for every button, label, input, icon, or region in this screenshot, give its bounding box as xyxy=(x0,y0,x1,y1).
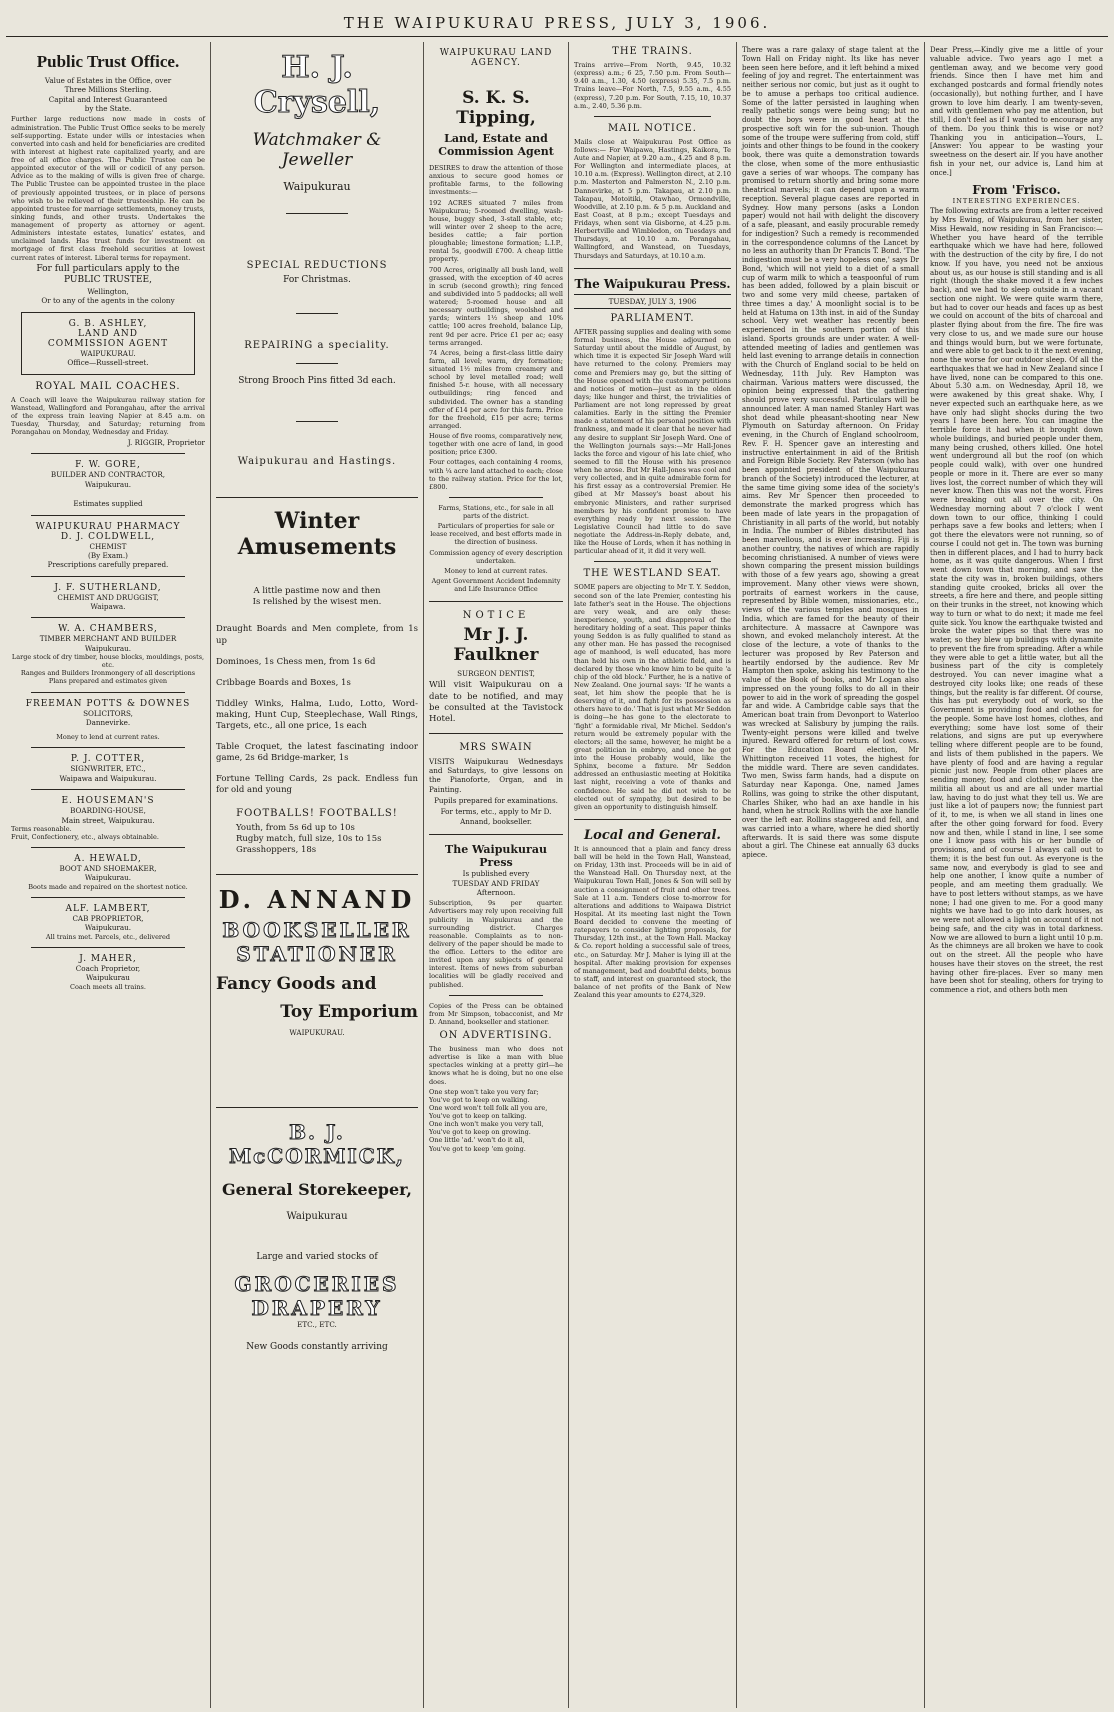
winter-item-5: Fortune Telling Cards, 2s pack. Endless fun for old and young xyxy=(216,773,418,795)
divider xyxy=(31,747,185,748)
pt-full: For full particulars apply to the xyxy=(36,263,180,274)
pharmacy-2: CHEMIST xyxy=(89,541,127,551)
column-4 xyxy=(569,42,737,1708)
chambers-3: Large stock of dry timber, house blocks, mouldings, posts, etc. xyxy=(11,653,205,670)
chambers-0: W. A. CHAMBERS, xyxy=(58,624,158,635)
cotter-2: Waipawa and Waipukurau. xyxy=(59,773,157,783)
pharmacy-0: WAIPUKURAU PHARMACY xyxy=(35,521,181,532)
ashley-0: G. B. ASHLEY, xyxy=(68,318,148,329)
notice-title: NOTICE xyxy=(462,610,530,622)
poem-3: You've got to keep on talking. xyxy=(429,1112,527,1121)
letter-body: Dear Press,—Kindly give me a little of your valuable advice. Two years ago I met a gentleman away, and we become very good friends. Since then I have met him and exchanged postcards and formal friendly notes (occasionally), but nothing further, and I have grown to love him dearly. I am twenty-seven, and with gentlemen who pay me attention, but still, I don't feel as if I wanted to encourage any of them. Do you think this is wise or not? Thanking you in anticipation—Yours, L. [Answer: You appear to be wasting your sweetness on the desert air. If you have another fish in your net, our advice is, Land him at once.] xyxy=(930,46,1103,177)
divider xyxy=(449,995,543,996)
column-6 xyxy=(925,42,1108,1708)
cotter-1: SIGNWRITER, ETC., xyxy=(70,764,146,774)
crysell-title: H. J. Crysell, xyxy=(253,50,381,120)
freeman-2: Dannevirke. xyxy=(85,717,131,727)
pharmacy-4: Prescriptions carefully prepared. xyxy=(47,560,169,570)
tipping-title: S. K. S. Tipping, xyxy=(456,88,536,128)
poem-4: One inch won't make you very tall, xyxy=(429,1120,544,1129)
frisco-title: From 'Frisco. xyxy=(972,183,1061,198)
land-estate: Land, Estate and xyxy=(444,132,548,145)
drapery: DRAPERY xyxy=(251,1296,383,1321)
chambers-2: Waipukurau. xyxy=(84,643,132,653)
houseman-4: Fruit, Confectionery, etc., always obtainable. xyxy=(11,832,159,841)
divider xyxy=(31,897,185,898)
poem-7: You've got to keep 'em going. xyxy=(429,1144,526,1153)
agency-1: AGENCY. xyxy=(471,58,521,68)
column-3 xyxy=(424,42,569,1708)
tipping-farms: Farms, Stations, etc., for sale in all parts of the district. xyxy=(438,503,554,520)
poem-1: You've got to keep on walking. xyxy=(429,1095,530,1104)
trains-title: THE TRAINS. xyxy=(612,46,693,57)
new-goods: New Goods constantly arriving xyxy=(246,1341,388,1352)
parliament-body: AFTER passing supplies and dealing with some formal business, the House adjourned on Saturday until about the middle of August, by which time it is expected Sir Joseph Ward will have returned to the colony. Premiers may come and Premiers may go, but the sitting of the House opened with the customary petitions and notices of motion—just as in the olden days; like hunger and thirst, the trivialities of Parliament are not long repressed by great calamities. Early in the sitting the Premier made a statement of his personal position with frankness, and made it clear that he never had any desire to supplant Sir Joseph Ward. One of the Wellington journals says:—Mr Hall-Jones lacks the force and vigour of his late chief, who seemed to fill the House with his presence when he arose. But Mr Hall-Jones was cool and very collected, and in quite admirable form for his first essay as a controversial Premier. He gibed at Mr Massey's boast about his embryonic Ministers, and rather surprised members by his confident promise to have everything ready by next session. The Legislative Council had little to do save negotiate the Address-in-Reply debate, and, like the House of Lords, when it has nothing in particular ahead of it, it did it very well. xyxy=(574,327,731,556)
winter-item-2: Cribbage Boards and Boxes, 1s xyxy=(216,677,351,688)
maher-2: Waipukurau xyxy=(86,973,130,983)
advertising-body: The business man who does not advertise is like a man with blue spectacles winking at a pretty girl—he knows what he is doing, but no one else does. xyxy=(429,1045,563,1086)
tipping-commission: Commission agency of every description undertaken. xyxy=(429,548,563,565)
pt-place: Wellington, xyxy=(87,287,129,297)
hewald-0: A. HEWALD, xyxy=(74,854,142,865)
pastime-0: A little pastime now and then xyxy=(253,586,381,597)
sutherland-2: Waipawa. xyxy=(90,602,126,611)
brooch: Strong Brooch Pins fitted 3d each. xyxy=(238,375,396,386)
tipping-body-2: 192 ACRES situated 7 miles from Waipukurau; 5-roomed dwelling, wash-house, buggy shed, 3-stall stable, etc; will winter over 2 sheep to the acre, besides cattle; a fair portion ploughable; limestone formation; L.I.P., rental 5s, goodwill £700. A cheap little property. xyxy=(429,198,563,264)
press-title: The Waipukurau Press xyxy=(445,843,547,870)
swain-title: MRS SWAIN xyxy=(459,741,533,753)
winter-item-4: Table Croquet, the latest fascinating indoor game, 2s 6d Bridge-marker, 1s xyxy=(216,741,418,763)
mccormick-title: B. J. McCORMICK, xyxy=(228,1120,406,1169)
divider xyxy=(594,116,711,117)
masthead: THE WAIPUKURAU PRESS, JULY 3, 1906. xyxy=(6,8,1108,37)
ashley-4: Office—Russell-street. xyxy=(67,358,149,368)
special-reductions: SPECIAL REDUCTIONS xyxy=(246,260,388,271)
groceries: GROCERIES xyxy=(234,1272,400,1297)
hewald-2: Waipukurau. xyxy=(84,873,132,883)
poem-5: You've got to keep on growing. xyxy=(429,1128,531,1137)
issue-date: TUESDAY, JULY 3, 1906 xyxy=(574,294,731,309)
divider xyxy=(216,497,418,498)
poem-0: One step won't take you very far; xyxy=(429,1087,539,1096)
chambers-1: TIMBER MERCHANT AND BUILDER xyxy=(39,634,177,644)
pastime-1: Is relished by the wisest men. xyxy=(252,597,382,608)
tipping-body-4: 74 Acres, being a first-class little dairy farm, all level; warm, dry formation; situated 1½ miles from creamery and school by level metalled road; well finished 5-r. house, with all necessary outbuildings; ring fenced and subdivided. The owner has a standing offer of £14 per acre for this farm. Price for the freehold, £15 per acre; terms arranged. xyxy=(429,348,563,430)
divider xyxy=(31,576,185,577)
divider xyxy=(286,213,348,214)
divider xyxy=(574,819,731,820)
chambers-4: Ranges and Builders Ironmongery of all descriptions xyxy=(20,669,196,678)
pt-trustee: PUBLIC TRUSTEE, xyxy=(64,275,152,286)
ashley-2: COMMISSION AGENT xyxy=(47,338,169,349)
advertising-title: ON ADVERTISING. xyxy=(439,1030,553,1042)
swain-pupils: Pupils prepared for examinations. xyxy=(434,796,558,806)
stationer: STATIONER xyxy=(236,942,398,967)
paper-name: The Waipukurau Press. xyxy=(574,276,731,291)
divider xyxy=(429,601,563,602)
pub-afternoon: Afternoon. xyxy=(476,887,516,897)
fb-item-0: Youth, from 5s 6d up to 10s xyxy=(236,822,355,833)
divider xyxy=(594,561,711,562)
divider xyxy=(31,789,185,790)
sutherland-1: CHEMIST AND DRUGGIST, xyxy=(57,592,159,602)
gore-2: Waipukurau. xyxy=(84,479,132,489)
hewald-1: BOOT AND SHOEMAKER, xyxy=(59,864,157,874)
mccormick-town: Waipukurau xyxy=(286,1211,348,1223)
poem-2: One word won't tell folk all you are, xyxy=(429,1103,548,1112)
pt-line-0: Value of Estates in the Office, over xyxy=(44,76,172,85)
columns xyxy=(6,42,1108,1708)
column-5-body: There was a rare galaxy of stage talent at the Town Hall on Friday night. Its like has never been seen here before, and it left behind a mixed feeling of joy and regret. The entertainment was neither serious nor comic, but just as it ought to be to amuse a perhaps too critical audience. Some of the latter persisted in laughing when really pathetic songs were being sung; but no doubt the boys were in good heart at the prospective soft win for the sub-union. Though some of the troupe were suffering from cold, stiff joints and other things to be found in the cookery book, there was quite a demonstration towards the close, when some of the more enthusiastic gave a series of war whoops. The company has promised to return shortly and bring some more theatrical marvels; it can depend upon a warm reception. Several plague cases are reported in Sydney. How many persons (asks a London paper) would not hail with delight the discovery of a safe, pleasant, and easily procurable remedy for indigestion? Such a remedy is recommended in the correspondence columns of the Lancet by no less an authority than Dr Francis T. Bond. 'The indigestion must be a very hopeless one,' says Dr Bond, 'which will not yield to a diet of a small cup of warm milk to which a teaspoonful of rum has been added, followed by a plain biscuit or two and some very mild cheese, partaken of three times a day.' A moonlight social is to be held at Hatuma on 13th inst. in aid of the Sunday school. Very wet weather has recently been experienced in the southern portion of this island. Sports grounds are under water. A well-attended meeting of ladies and gentlemen was held last evening to arrange details in connection with the Church of England social to be held on Wednesday, 11th July. Rev Hampton was chairman. Various matters were discussed, the opinion being expressed that the gathering should prove very successful. Particulars will be announced later. A man named Stanley Hart was shot dead while pheasant-shooting near New Plymouth on Saturday afternoon. On Friday evening, in the Church of England schoolroom, Rev. F. H. Spencer gave an interesting and instructive entertainment in aid of the British and Foreign Bible Society. Rev Paterson (who has been appointed president of the Waipukurau branch of the Society) introduced the lecturer, at the same time giving some idea of the society's aims. Rev Mr Spencer then proceeded to demonstrate the marked progress which has been made of late years in the propagation of Christianity in all parts of the world, but notably in India. The number of Bibles distributed has been marvellous, and is ever increasing. Fiji is another country, the natives of which are rapidly becoming christianised. A number of views were shown comparing the present mission buildings with those of a few years ago, showing a great improvement. Many other views were shown, portraits of earnest workers in the cause, represented by Bible women, missionaries, etc., views of the various temples and mosques in India, which are famed for the beauty of their architecture. A massacre at Cawnpore was shown, and evoked melancholy interest. At the close of the lecture, a vote of thanks to the lecturer was proposed by Rev Paterson and heartily endorsed by the audience. Rev Mr Hampton then spoke, asking his testimony to the value of the Book of books, and Mr Logan also impressed on the young folks to do all in their power to aid in the work of spreading the gospel far and wide. A Cambridge cable says that the American boat train from Devonport to Waterloo was wrecked at Salisbury by jumping the rails. Twenty-eight persons were killed and twelve injured. Reward offered for return of lost cows. For the Education Board election, Mr Whittington received 11 votes, the highest for the middle ward. There are seven candidates. Two men, Swiss farm hands, had a dispute on Saturday near Kaponga. One, named James Rollins, was going to strike the other disputant, Charles Shiker, who had an axe handle in his hand, when he struck Rollins with the axe handle over the left ear. Rollins staggered and fell, and was carried into a whare, where he died shortly afterwards. It is said there was some dispute about a girl. The Chinese eat annually 63 ducks apiece. xyxy=(742,46,919,859)
divider xyxy=(296,363,338,364)
pt-line-2: Capital and Interest Guaranteed xyxy=(48,94,168,104)
crysell-town: Waipukurau xyxy=(283,180,351,193)
houseman-1: BOARDING-HOUSE, xyxy=(70,806,146,816)
westland-title: THE WESTLAND SEAT. xyxy=(583,568,722,580)
pharmacy-3: (By Exam.) xyxy=(88,550,128,560)
local-general-body: It is announced that a plain and fancy dress ball will be held in the Town Hall, Wanstead, on Friday, 13th inst. Proceeds will be in aid of the Wanstead Hall. On Thursday next, at the Waipukurau Town Hall, Jones & Son will sell by auction a consignment of fruit and other trees. Sale at 11 a.m. Tenders close to-morrow for alterations and additions to Waipawa District Hospital. At its meeting last night the Town Board decided to convene the meeting of ratepayers to consider lighting proposals, for Thursday, 12th inst., at the Town Hall. Mackay & Co. report holding a successful sale of trees, etc., on Saturday. Mr J. Maher is lying ill at the hospital. After making provision for expenses of management, bad and doubtful debts, bonus to staff, and interest on guaranteed stock, the balance of net profits of the Bank of New Zealand this year amounts to £274,329. xyxy=(574,844,731,1000)
divider xyxy=(31,515,185,516)
divider xyxy=(31,453,185,454)
large-stocks: Large and varied stocks of xyxy=(256,1252,378,1263)
mail-notice-body: Mails close at Waipukurau Post Office as follows:— For Waipawa, Hastings, Kaikora, Te Aute and Napier, at 9.20 a.m., 4.25 and 8 p.m. For Wellington and intermediate places, at 10.10 a.m. (Express). Wellington direct, at 2.10 p.m. Masterton and Palmerston N., 2.10 p.m. Dannevirke, at 5 p.m. Takapau, at 2.10 p.m. Takapau, Motoitiki, Otawhao, Ormondville, Woodville, at 2.10 p.m. & 5 p.m. Auckland and East Coast, at 8 p.m.; except Tuesdays and Fridays, when sent via Gisborne, at 4.25 p.m. Herbertville and Wimbledon, on Tuesdays and Thursdays, at 10.10 a.m. Porangahau, Wallingford, and Wanstead, on Tuesdays, Thursdays and Saturdays, at 10.10 a.m. xyxy=(574,137,731,260)
pt-agents: Or to any of the agents in the colony xyxy=(41,296,175,306)
divider xyxy=(31,617,185,618)
houseman-0: E. HOUSEMAN'S xyxy=(61,796,155,807)
agency-0: WAIPUKURAU LAND xyxy=(439,48,553,58)
gore-3: Estimates supplied xyxy=(73,499,143,509)
maher-3: Coach meets all trains. xyxy=(70,982,146,991)
column-2 xyxy=(211,42,424,1708)
parliament-title: PARLIAMENT. xyxy=(610,312,695,324)
divider xyxy=(216,874,418,875)
christmas: For Christmas. xyxy=(283,275,351,285)
houseman-2: Main street, Waipukurau. xyxy=(61,815,155,825)
faulkner-visit: Will visit Waipukurau on a date to be notified, and may be consulted at the Tavistock Hotel. xyxy=(429,680,563,724)
tipping-intro: DESIRES to draw the attention of those anxious to secure good homes or profitable farms, to the following investments:— xyxy=(429,164,563,197)
bookseller: BOOKSELLER xyxy=(222,918,412,943)
maher-1: Coach Proprietor, xyxy=(75,963,141,973)
public-trust-title: Public Trust Office. xyxy=(36,52,180,71)
column-1 xyxy=(6,42,211,1708)
pt-body: Further large reductions now made in costs of administration. The Public Trust Office seeks to be merely self-supporting. Estate under wills or intestacies when converted into cash and held for beneficiaries are credited with interest at highest rate capitalized yearly, and are free of all office charges. The Public Trustee can be appointed executor of the will or codicil of any person. Advice as to the making of wills is given free of charge. The Public Trustee can be appointed trustee in the place of previously appointed trustees, or in place of persons who wish to be relieved of their trusteeship. He can be appointed trustee for marriage settlements, money trusts, sinking funds, and other trusts. Undertakes the management of property as attorney or agent. Administers intestate estates, lunatics' estates, and unclaimed lands. Has trust funds for investment on mortgage of first class freehold securities at lowest current rates of interest. Liberal terms for repayment. xyxy=(11,115,205,262)
tipping-body-3: 700 Acres, originally all bush land, well grassed, with the exception of 40 acres in scrub (second growth); ring fenced and subdivided into 5 paddocks; all well watered; 5-roomed house and all necessary outbuildings, woolshed and yards; winters 1½ sheep and 10% cattle; 100 acres freehold, balance Lip, rent 9d per acre. Price £1 per ac; easy terms arranged. xyxy=(429,265,563,347)
divider xyxy=(449,497,543,498)
general-storekeeper: General Storekeeper, xyxy=(222,1180,412,1200)
etc: ETC., ETC. xyxy=(297,1320,337,1330)
column-5 xyxy=(737,42,925,1708)
fb-item-1: Rugby match, full size, 10s to 15s xyxy=(236,834,382,845)
divider xyxy=(429,733,563,734)
frisco-body: The following extracts are from a letter received by Mrs Ewing, of Waipukurau, from her sister, Miss Hewald, now residing in San Francisco:— Whether you have heard of the terrible earthquake which we have had here, followed with the destruction of the city by fire, I do not know. If you have, you need not be anxious about us, as our house is still standing and is all right (though the shake moved it a few inches back), and we had to sleep outside in a vacant section one night. We were quite warm there, but had to cover our heads and faces up as best we could on account of the bits of charcoal and plaster flying about from the fire. The fire was very close to us, and we made sure our house and things would burn, but we were fortunate, and were able to get back to it the next evening, none the worse for our outdoor sleep. Of all the earthquakes that we had in New Zealand since I have lived, none can be compared to this one. About 5.30 a.m. on Wednesday, April 18, we were awakened by this great shake. Why, I never expected such an earthquake here, as we have only had slight shocks during the two years I have been here. You can imagine the terrible force it had when it brought down whole buildings, and buried people under them, many being crushed, others killed. One hotel went underground all but the roof (on which people could walk), with over one hundred people or more in it. There are ever so many lives lost, the correct number of which they will never know. Then this was not the worst. Fires were breaking out all over the city. On Wednesday morning about 7 o'clock I went down town to our office, thinking I could perhaps save a few books and letters; when I got there the elevators were not running, so of course I could not get in. The town was burning then in different places, and I had to hurry back home, as it was quite dangerous. When I first went down town that morning, and saw the state the city was in, broken buildings, others standing quite crooked, bricks all over the streets, a fire here and there, and people sitting on their trunks in the street, not knowing which way to turn or what to do next; it made me feel quite sick. You know the earthquake twisted and broke the water pipes so that there was no water, so they blew up buildings with dynamite to prevent the fire from spreading. After a while they were able to get a little water, but all the business part of the city is completely destroyed. You can never imagine what a destroyed city looks like; one reads of these things, but the reality is far different. Of course, this has put everybody out of work, so the Government is providing food and clothes for the people. Some have lost homes, clothes, and everything; some have lost some of their relations, and signs are put up everywhere telling where different people are to be found, and lists of them published in the papers. We have plenty of food and are having a regular picnic just now. People from other places are sending money, food and clothes; we have the militia all about us and are all under martial law, having to do just what they tell us. We are just like a lot of paupers now; the funniest part of it, to me, is when we all stand in lines one after the other going forward for food. Every now and then, while I stand in line, I see some one I know pass with his or her bundle of provisions, and of course I always call out to them; it is the best fun out. As everyone is the same now, and everybody is glad to see and help one another, I know quite a number of people, and am meeting them gradually. We have to post letters without stamps, as we have none; I had one given to me. For a good many nights we have had to go into dark houses, as we were not allowed a light on account of it not being safe, and the city was in total darkness. Now we are allowed to burn a light until 10 p.m. As the chimneys are all broken we have to cook out on the street. All the people who have houses have their stoves on the street, the rest having other fire-places. Ever so many men have been shot for stealing, others for trying to commence a riot, and others both men xyxy=(930,207,1103,995)
divider xyxy=(31,692,185,693)
poem-6: One little 'ad.' won't do it all, xyxy=(429,1136,525,1145)
divider xyxy=(296,313,338,314)
lambert-0: ALF. LAMBERT, xyxy=(65,903,151,914)
ashley-ad xyxy=(21,312,195,375)
swain-body: VISITS Waipukurau Wednesdays and Saturdays, to give lessons on the Pianoforte, Organ, and in Painting. xyxy=(429,756,563,794)
winter-item-3: Tiddley Winks, Halma, Ludo, Lotto, Word-making, Hunt Cup, Steeplechase, Wall Rings, Targets, etc., all one price, 1s each xyxy=(216,698,418,731)
annand-title: D. ANNAND xyxy=(218,885,416,915)
winter-item-1: Dominoes, 1s Chess men, from 1s 6d xyxy=(216,656,376,667)
annand-town: WAIPUKURAU. xyxy=(289,1028,345,1038)
fancy-goods: Fancy Goods and xyxy=(216,974,377,995)
copies: Copies of the Press can be obtained from Mr Simpson, tobacconist, and Mr D. Annand, bookseller and stationer. xyxy=(429,1001,563,1026)
lambert-2: Waipukurau. xyxy=(84,923,132,933)
pharmacy-1: D. J. COLDWELL, xyxy=(60,531,156,542)
chambers-5: Plans prepared and estimates given xyxy=(48,677,168,686)
published: Is published every xyxy=(462,869,530,879)
faulkner-title: Mr J. J. Faulkner xyxy=(453,625,539,666)
maher-0: J. MAHER, xyxy=(79,953,137,964)
divider xyxy=(216,1107,418,1108)
subscription: Subscription, 9s per quarter. Advertisers may rely upon receiving full publicity in Waipukurau and the surrounding district. Charges reasonable. Complaints as to non-delivery of the paper should be made to the office. Letters to the editor are invited upon any subjects of general interest. Items of news from suburban localities will be gladly received and published. xyxy=(429,899,563,989)
lambert-1: CAB PROPRIETOR, xyxy=(72,913,144,923)
fb-item-2: Grasshoppers, 18s xyxy=(236,845,317,856)
mail-coaches-body: A Coach will leave the Waipukurau railway station for Wanstead, Wallingford and Porangahau, after the arrival of the express train leaving Napier at 8.45 a.m. on Tuesday, Thursday, and Saturday; returning from Porangahau on Monday, Wednesday and Friday. xyxy=(11,395,205,436)
hewald-3: Boots made and repaired on the shortest notice. xyxy=(28,882,188,891)
footballs: FOOTBALLS! FOOTBALLS! xyxy=(236,807,398,819)
divider xyxy=(574,268,731,269)
pt-line-1: Three Millions Sterling. xyxy=(64,85,152,95)
local-general-title: Local and General. xyxy=(584,827,721,843)
crysell-towns: Waipukurau and Hastings. xyxy=(237,456,397,468)
toy-emporium: Toy Emporium xyxy=(280,1002,418,1023)
winter-amusements: Winter Amusements xyxy=(237,508,397,561)
tipping-money: Money to lend at current rates. xyxy=(444,566,548,575)
mail-prop: J. RIGGIR, Proprietor xyxy=(127,438,205,448)
swain-terms: For terms, etc., apply to Mr D. Annand, bookseller. xyxy=(440,807,552,826)
sutherland-0: J. F. SUTHERLAND, xyxy=(54,582,162,593)
mail-coaches-title: ROYAL MAIL COACHES. xyxy=(35,380,181,392)
tipping-body-5: House of five rooms, comparatively new, together with one acre of land, in good position; price £300. xyxy=(429,432,563,457)
mail-notice-title: MAIL NOTICE. xyxy=(608,122,697,134)
divider xyxy=(429,834,563,835)
surgeon: SURGEON DENTIST, xyxy=(457,669,535,679)
tipping-particulars: Particulars of properties for sale or lease received, and best efforts made in the direction of business. xyxy=(430,522,562,547)
gore-0: F. W. GORE, xyxy=(75,460,141,471)
commission-agent: Commission Agent xyxy=(438,145,554,158)
ashley-1: LAND AND xyxy=(77,328,139,339)
gore-1: BUILDER AND CONTRACTOR, xyxy=(50,470,166,480)
freeman-0: FREEMAN POTTS & DOWNES xyxy=(25,698,191,709)
pt-line-3: by the State. xyxy=(84,104,132,114)
trains-body: Trains arrive—From North, 9.45, 10.32 (express) a.m.; 6 25, 7.50 p.m. From South—9.40 a.m., 1.30, 4.50 (express) 5.35, 7.5 p.m. Trains leave—For North, 7.5, 9.55 a.m., 4.55 (express), 7.20 p.m. For South, 7.15, 10, 10.37 a.m., 2.40, 5.36 p.m. xyxy=(574,61,731,110)
watchmaker: Watchmaker & Jeweller xyxy=(252,130,382,170)
lambert-3: All trains met. Parcels, etc., delivered xyxy=(45,932,171,941)
ashley-3: WAIPUKURAU. xyxy=(80,348,136,358)
pub-days: TUESDAY AND FRIDAY xyxy=(452,878,540,888)
tipping-agent: Agent Government Accident Indemnity and Life Insurance Office xyxy=(431,576,561,593)
freeman-1: SOLICITORS, xyxy=(83,708,133,718)
westland-body: SOME papers are objecting to Mr T. Y. Seddon, second son of the late Premier, contesting his late father's seat in the House. The objections are very weak, and are only these: inexperience, youth, and disapproval of the hereditary holding of a seat. This paper thinks young Seddon is as fully qualified to stand as any other man. He has passed the recognised age of manhood, is well educated, has more than held his own in the athletic field, and is declared by those who know him to be quite 'a chip of the old block.' Further, he is a native of New Zealand. One journal says: 'If he wants a seat, let him show the people that he is deserving of it, and fight for its possession as others have to do.' That is just what Mr Seddon is doing—he has gone to the electorate to 'fight' a formidable rival, Mr Michel. Seddon's return would be extremely popular with the electors; all the same, however, he might be a great politician in embryo, and once he got into the House probably would, like the Sphinx, become a fixture. Mr Seddon addressed an enthusiastic meeting at Hokitika last night, receiving a vote of thanks and confidence. He said he did not wish to be elected out of sympathy, but desired to be given an opportunity to distinguish himself. xyxy=(574,583,731,811)
cotter-0: P. J. COTTER, xyxy=(70,754,146,765)
tipping-body-6: Four cottages, each containing 4 rooms, with ¼ acre land attached to each; close to the railway station. Price for the lot, £800. xyxy=(429,458,563,491)
frisco-subtitle: INTERESTING EXPERIENCES. xyxy=(952,197,1081,206)
winter-item-0: Draught Boards and Men complete, from 1s up xyxy=(216,624,418,646)
repairing: REPAIRING a speciality. xyxy=(244,339,390,351)
divider xyxy=(296,421,338,422)
divider xyxy=(31,947,185,948)
divider xyxy=(31,847,185,848)
freeman-3: Money to lend at current rates. xyxy=(56,733,160,742)
houseman-3: Terms reasonable. xyxy=(11,824,72,833)
